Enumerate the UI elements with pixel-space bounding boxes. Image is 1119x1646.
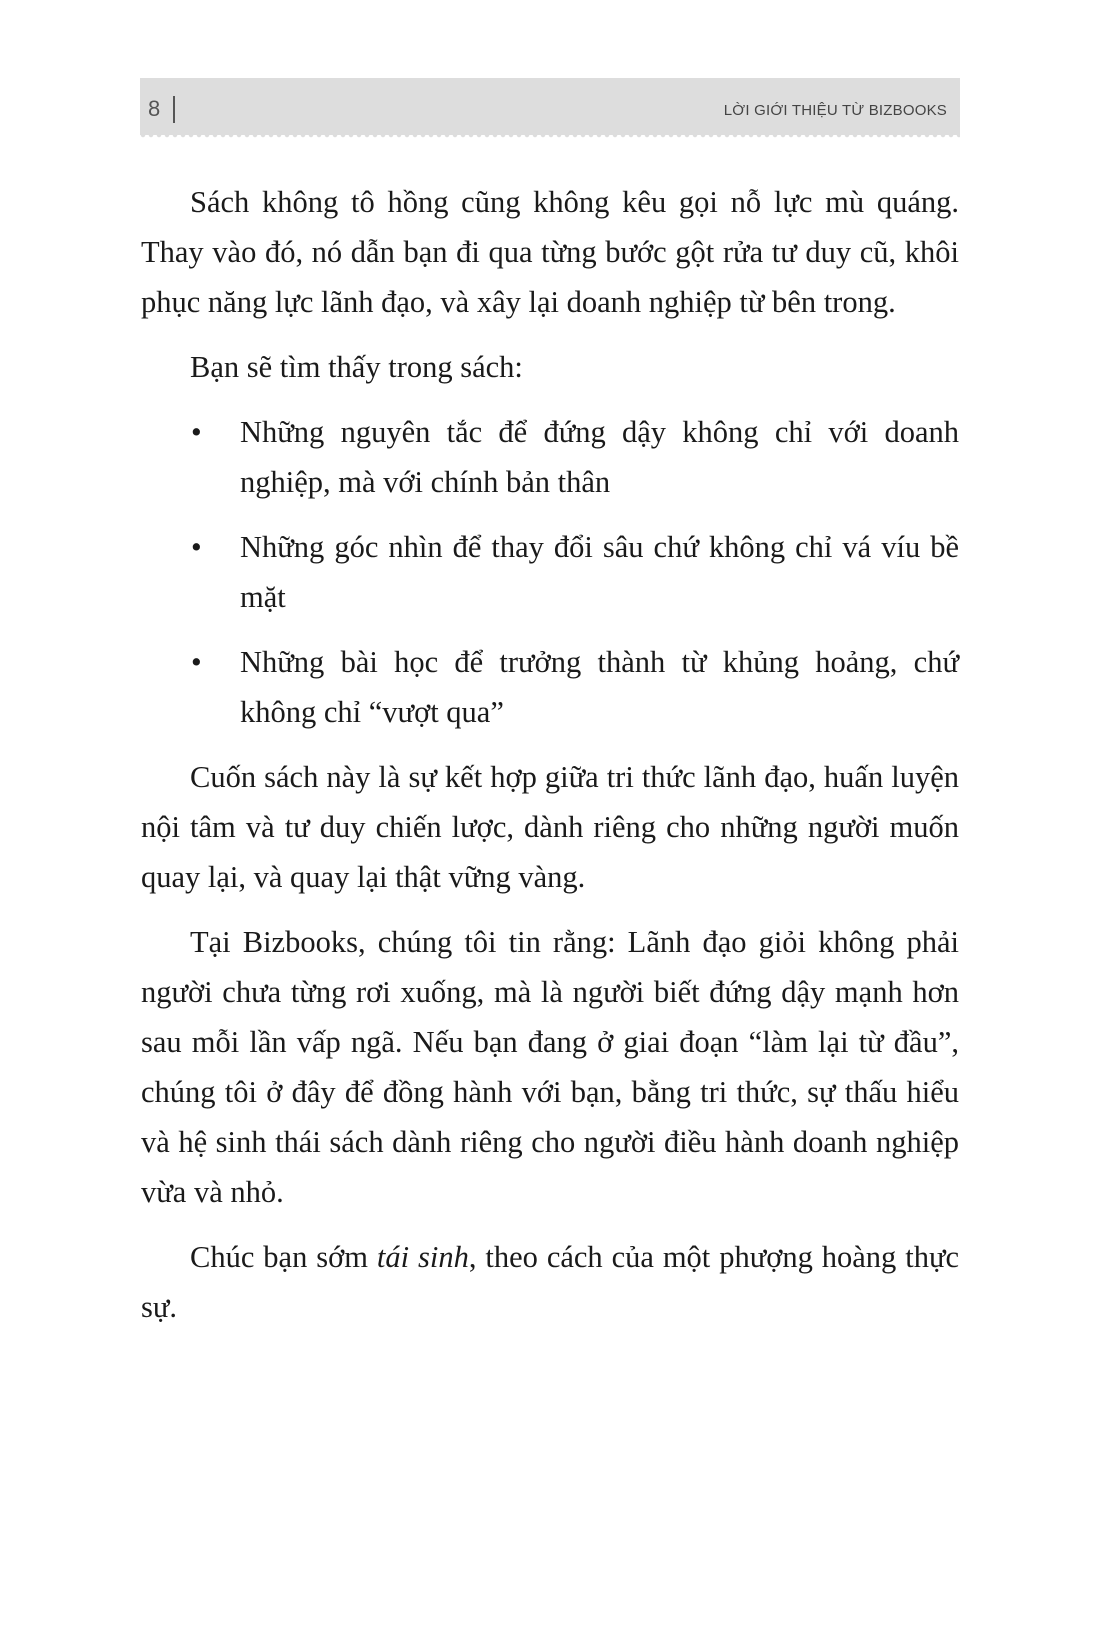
paragraph-closing (141, 1232, 959, 1332)
bullet-dot-icon: • (191, 530, 202, 564)
paragraph-intro: Sách không tô hồng cũng không kêu gọi nỗ lực mù quáng. Thay vào đó, nó dẫn bạn đi qua từng bước gột rửa tư duy cũ, khôi phục năng lực lãnh đạo, và xây lại doanh nghiệp từ bên trong. (141, 185, 959, 319)
bullet-list (141, 407, 959, 737)
list-item-text: Những góc nhìn để thay đổi sâu chứ không chỉ vá víu bề mặt (240, 530, 959, 614)
paragraph-list-lead: Bạn sẽ tìm thấy trong sách: (190, 350, 523, 384)
paragraph-bizbooks-belief: Tại Bizbooks, chúng tôi tin rằng: Lãnh đạo giỏi không phải người chưa từng rơi xuống, mà là người biết đứng dậy mạnh hơn sau mỗi lần vấp ngã. Nếu bạn đang ở giai đoạn “làm lại từ đầu”, chúng tôi ở đây để đồng hành với bạn, bằng tri thức, sự thấu hiểu và hệ sinh thái sách dành riêng cho người điều hành doanh nghiệp vừa và nhỏ. (141, 925, 959, 1209)
body-text (141, 177, 959, 1347)
list-item-text: Những nguyên tắc để đứng dậy không chỉ với doanh nghiệp, mà với chính bản thân (240, 415, 959, 499)
bullet-dot-icon: • (191, 645, 202, 679)
bullet-dot-icon: • (191, 415, 202, 449)
list-item (141, 522, 959, 622)
list-item (141, 407, 959, 507)
page-number: 8 (148, 96, 161, 121)
running-head-title: LỜI GIỚI THIỆU TỪ BIZBOOKS (723, 102, 947, 119)
closing-text-start: Chúc bạn sớm (190, 1240, 377, 1274)
closing-text-end: , theo cách của một phượng hoàng thực sự. (141, 1240, 960, 1324)
list-item (141, 637, 959, 737)
header-separator (173, 96, 175, 123)
paragraph-book-summary: Cuốn sách này là sự kết hợp giữa tri thức lãnh đạo, huấn luyện nội tâm và tư duy chiến lược, dành riêng cho những người muốn quay lại, và quay lại thật vững vàng. (141, 760, 959, 894)
list-item-text: Những bài học để trưởng thành từ khủng hoảng, chứ không chỉ “vượt qua” (240, 645, 959, 729)
closing-emphasis: tái sinh (376, 1240, 469, 1274)
